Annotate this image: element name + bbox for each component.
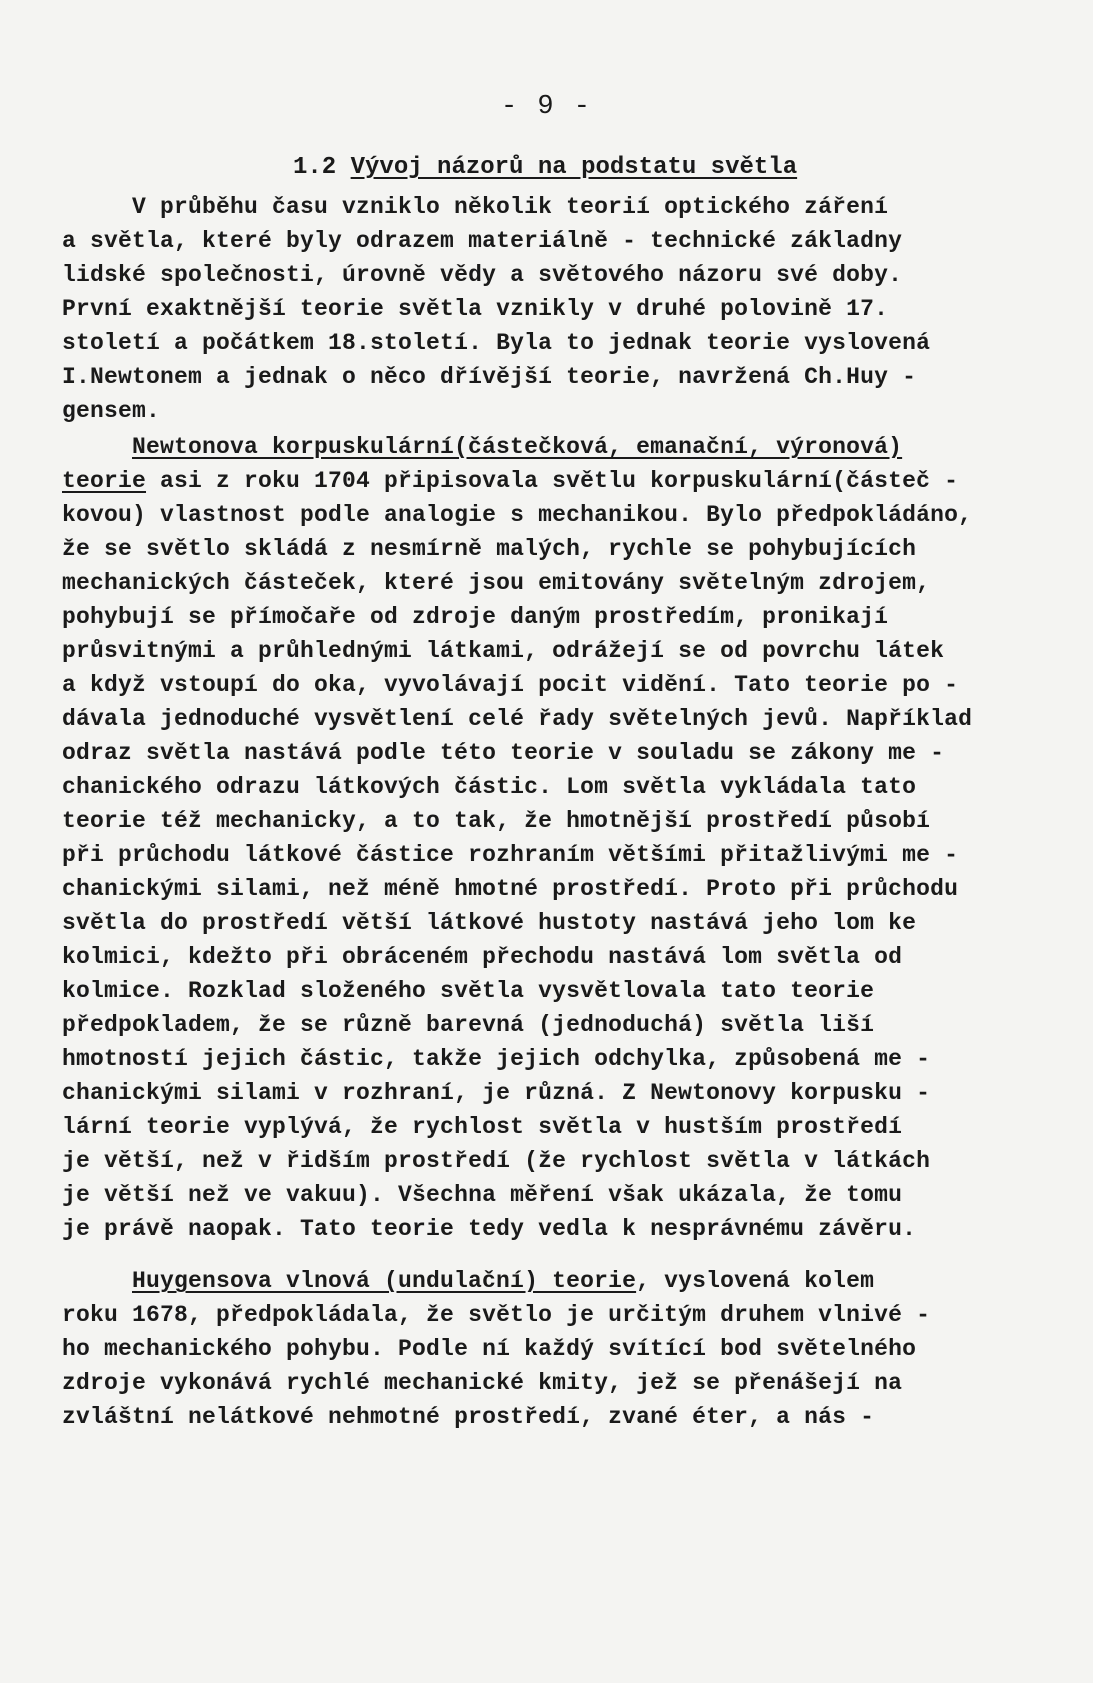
para1-line: I.Newtonem a jednak o něco dřívější teorie, navržená Ch.Huy -	[62, 364, 917, 390]
para3-line: roku 1678, předpokládala, že světlo je určitým druhem vlnivé -	[62, 1302, 931, 1328]
section-number: 1.2	[293, 154, 337, 181]
para1-line: První exaktnější teorie světla vznikly v druhé polovině 17.	[62, 296, 889, 322]
para1-line: století a počátkem 18.století. Byla to jednak teorie vyslovená	[62, 330, 931, 356]
para2-line: teorie též mechanicky, a to tak, že hmotnější prostředí působí	[62, 808, 931, 834]
para2-line-text: asi z roku 1704 připisovala světlu korpuskulární(částeč -	[146, 468, 959, 494]
huygens-theory-title: Huygensova vlnová (undulační) teorie	[132, 1268, 637, 1294]
para1-line: a světla, které byly odrazem materiálně - technické základny	[62, 228, 903, 254]
newton-theory-title-end: teorie	[62, 468, 147, 494]
para1-line: gensem.	[62, 398, 161, 424]
para2-line: že se světlo skládá z nesmírně malých, rychle se pohybujících	[62, 536, 917, 562]
para3-line: zdroje vykonává rychlé mechanické kmity, jež se přenášejí na	[62, 1370, 903, 1396]
para2-line: mechanických částeček, které jsou emitovány světelným zdrojem,	[62, 570, 931, 596]
para2-line: a když vstoupí do oka, vyvolávají pocit vidění. Tato teorie po -	[62, 672, 959, 698]
para2-line: chanickými silami, než méně hmotné prostředí. Proto při průchodu	[62, 876, 959, 902]
para2-line: je větší, než v řidším prostředí (že rychlost světla v látkách	[62, 1148, 931, 1174]
para2-line: kolmici, kdežto při obráceném přechodu nastává lom světla od	[62, 944, 903, 970]
page-number: - 9 -	[500, 92, 592, 122]
para2-line: předpokladem, že se různě barevná (jednoduchá) světla liší	[62, 1012, 875, 1038]
para2-line: chanickými silami v rozhraní, je různá. Z Newtonovy korpusku -	[62, 1080, 931, 1106]
para3-line-text: , vyslovená kolem	[636, 1268, 875, 1294]
para2-line: světla do prostředí větší látkové hustoty nastává jeho lom ke	[62, 910, 917, 936]
para2-line	[132, 432, 1030, 462]
para1-line: V průběhu času vzniklo několik teorií optického záření	[132, 194, 889, 220]
para3-line: ho mechanického pohybu. Podle ní každý svítící bod světelného	[62, 1336, 917, 1362]
para3-line: zvláštní nelátkové nehmotné prostředí, zvané éter, a nás -	[62, 1404, 875, 1430]
para2-line: je právě naopak. Tato teorie tedy vedla k nesprávnému závěru.	[62, 1216, 917, 1242]
para2-line: chanického odrazu látkových částic. Lom světla vykládala tato	[62, 774, 917, 800]
para2-line: je větší než ve vakuu). Všechna měření však ukázala, že tomu	[62, 1182, 903, 1208]
para2-line: průsvitnými a průhlednými látkami, odrážejí se od povrchu látek	[62, 638, 945, 664]
para2-line: pohybují se přímočaře od zdroje daným prostředím, pronikají	[62, 604, 889, 630]
para2-line: dávala jednoduché vysvětlení celé řady světelných jevů. Například	[62, 706, 973, 732]
para2-line: odraz světla nastává podle této teorie v souladu se zákony me -	[62, 740, 945, 766]
section-heading	[293, 154, 797, 181]
para3-line	[132, 1266, 1030, 1296]
para1-line: lidské společnosti, úrovně vědy a světového názoru své doby.	[62, 262, 903, 288]
section-title: Vývoj názorů na podstatu světla	[350, 154, 798, 181]
para2-line: lární teorie vyplývá, že rychlost světla v hustším prostředí	[62, 1114, 903, 1140]
newton-theory-title: Newtonova korpuskulární(částečková, emanační, výronová)	[132, 434, 903, 460]
para2-line	[62, 466, 1030, 496]
para2-line: při průchodu látkové částice rozhraním většími přitažlivými me -	[62, 842, 959, 868]
para2-line: kolmice. Rozklad složeného světla vysvětlovala tato teorie	[62, 978, 875, 1004]
para2-line: kovou) vlastnost podle analogie s mechanikou. Bylo předpokládáno,	[62, 502, 973, 528]
para2-line: hmotností jejich částic, takže jejich odchylka, způsobená me -	[62, 1046, 931, 1072]
